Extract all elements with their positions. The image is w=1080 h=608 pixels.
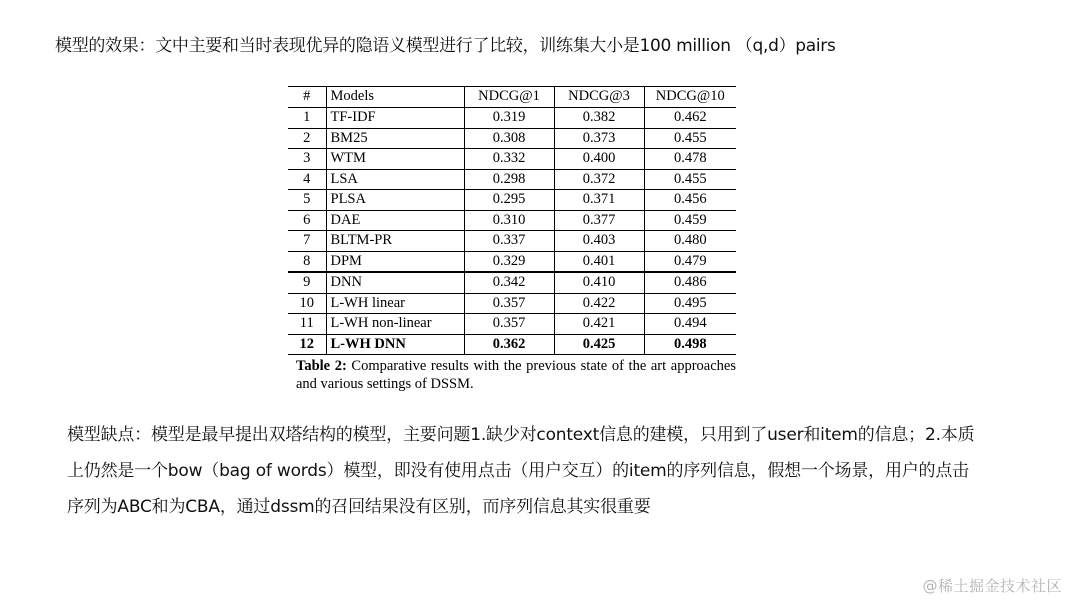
row-model: DNN [326,272,464,293]
header-num: # [288,87,326,108]
table-row [288,272,736,293]
row-ndcg3: 0.422 [554,293,644,314]
row-ndcg10: 0.498 [644,334,736,355]
row-num: 2 [288,128,326,149]
row-num: 3 [288,149,326,170]
row-num: 10 [288,293,326,314]
row-ndcg10: 0.494 [644,314,736,335]
row-ndcg1: 0.357 [464,293,554,314]
header-models: Models [326,87,464,108]
row-ndcg3: 0.410 [554,272,644,293]
caption-text: Comparative results with the previous state of the art approaches and various settings of DSSM. [296,358,736,392]
watermark: @稀土掘金技术社区 [922,577,1062,595]
table-caption [288,357,736,393]
row-ndcg3: 0.372 [554,169,644,190]
table-row [288,128,736,149]
row-ndcg1: 0.337 [464,231,554,252]
header-ndcg10: NDCG@10 [644,87,736,108]
row-model: PLSA [326,190,464,211]
row-ndcg10: 0.478 [644,149,736,170]
row-ndcg10: 0.455 [644,169,736,190]
row-ndcg1: 0.298 [464,169,554,190]
row-ndcg3: 0.400 [554,149,644,170]
table-header-row [288,87,736,108]
row-ndcg10: 0.495 [644,293,736,314]
row-model: TF-IDF [326,108,464,129]
table-row [288,149,736,170]
row-ndcg1: 0.342 [464,272,554,293]
row-ndcg1: 0.295 [464,190,554,211]
table-row [288,293,736,314]
row-ndcg1: 0.362 [464,334,554,355]
row-ndcg10: 0.479 [644,251,736,272]
row-model: WTM [326,149,464,170]
row-ndcg3: 0.377 [554,210,644,231]
row-ndcg3: 0.371 [554,190,644,211]
row-model: DPM [326,251,464,272]
header-ndcg1: NDCG@1 [464,87,554,108]
row-ndcg1: 0.329 [464,251,554,272]
intro-text: 模型的效果：文中主要和当时表现优异的隐语义模型进行了比较，训练集大小是100 million （q,d）pairs [55,36,836,56]
drawbacks-text: 模型缺点：模型是最早提出双塔结构的模型，主要问题1.缺少对context信息的建模，只用到了user和item的信息；2.本质上仍然是一个bow（bag of words）模型，即没有使用点击（用户交互）的item的序列信息，假想一个场景，用户的点击序列为ABC和为CBA，通过dssm的召回结果没有区别，而序列信息其实很重要 [67,425,975,517]
table-row [288,108,736,129]
row-ndcg1: 0.319 [464,108,554,129]
row-model: LSA [326,169,464,190]
row-model: BM25 [326,128,464,149]
results-table-figure [288,86,736,393]
row-ndcg10: 0.486 [644,272,736,293]
row-ndcg1: 0.357 [464,314,554,335]
table-row [288,169,736,190]
row-ndcg10: 0.480 [644,231,736,252]
row-num: 11 [288,314,326,335]
row-num: 5 [288,190,326,211]
row-model: L-WH non-linear [326,314,464,335]
table-row [288,231,736,252]
table-row [288,314,736,335]
row-num: 6 [288,210,326,231]
table-row [288,190,736,211]
row-ndcg1: 0.310 [464,210,554,231]
table-row-best [288,334,736,355]
table-row [288,251,736,272]
row-ndcg1: 0.332 [464,149,554,170]
row-model: DAE [326,210,464,231]
row-num: 9 [288,272,326,293]
row-num: 1 [288,108,326,129]
row-model: BLTM-PR [326,231,464,252]
row-ndcg1: 0.308 [464,128,554,149]
row-ndcg10: 0.455 [644,128,736,149]
row-ndcg3: 0.401 [554,251,644,272]
row-num: 8 [288,251,326,272]
row-ndcg10: 0.462 [644,108,736,129]
row-num: 12 [288,334,326,355]
row-num: 7 [288,231,326,252]
header-ndcg3: NDCG@3 [554,87,644,108]
row-ndcg3: 0.373 [554,128,644,149]
caption-label: Table 2: [296,358,347,374]
row-num: 4 [288,169,326,190]
row-ndcg10: 0.456 [644,190,736,211]
results-table [288,86,736,355]
row-ndcg3: 0.421 [554,314,644,335]
row-model: L-WH linear [326,293,464,314]
row-ndcg3: 0.425 [554,334,644,355]
row-ndcg3: 0.403 [554,231,644,252]
row-ndcg3: 0.382 [554,108,644,129]
row-ndcg10: 0.459 [644,210,736,231]
row-model: L-WH DNN [326,334,464,355]
table-row [288,210,736,231]
